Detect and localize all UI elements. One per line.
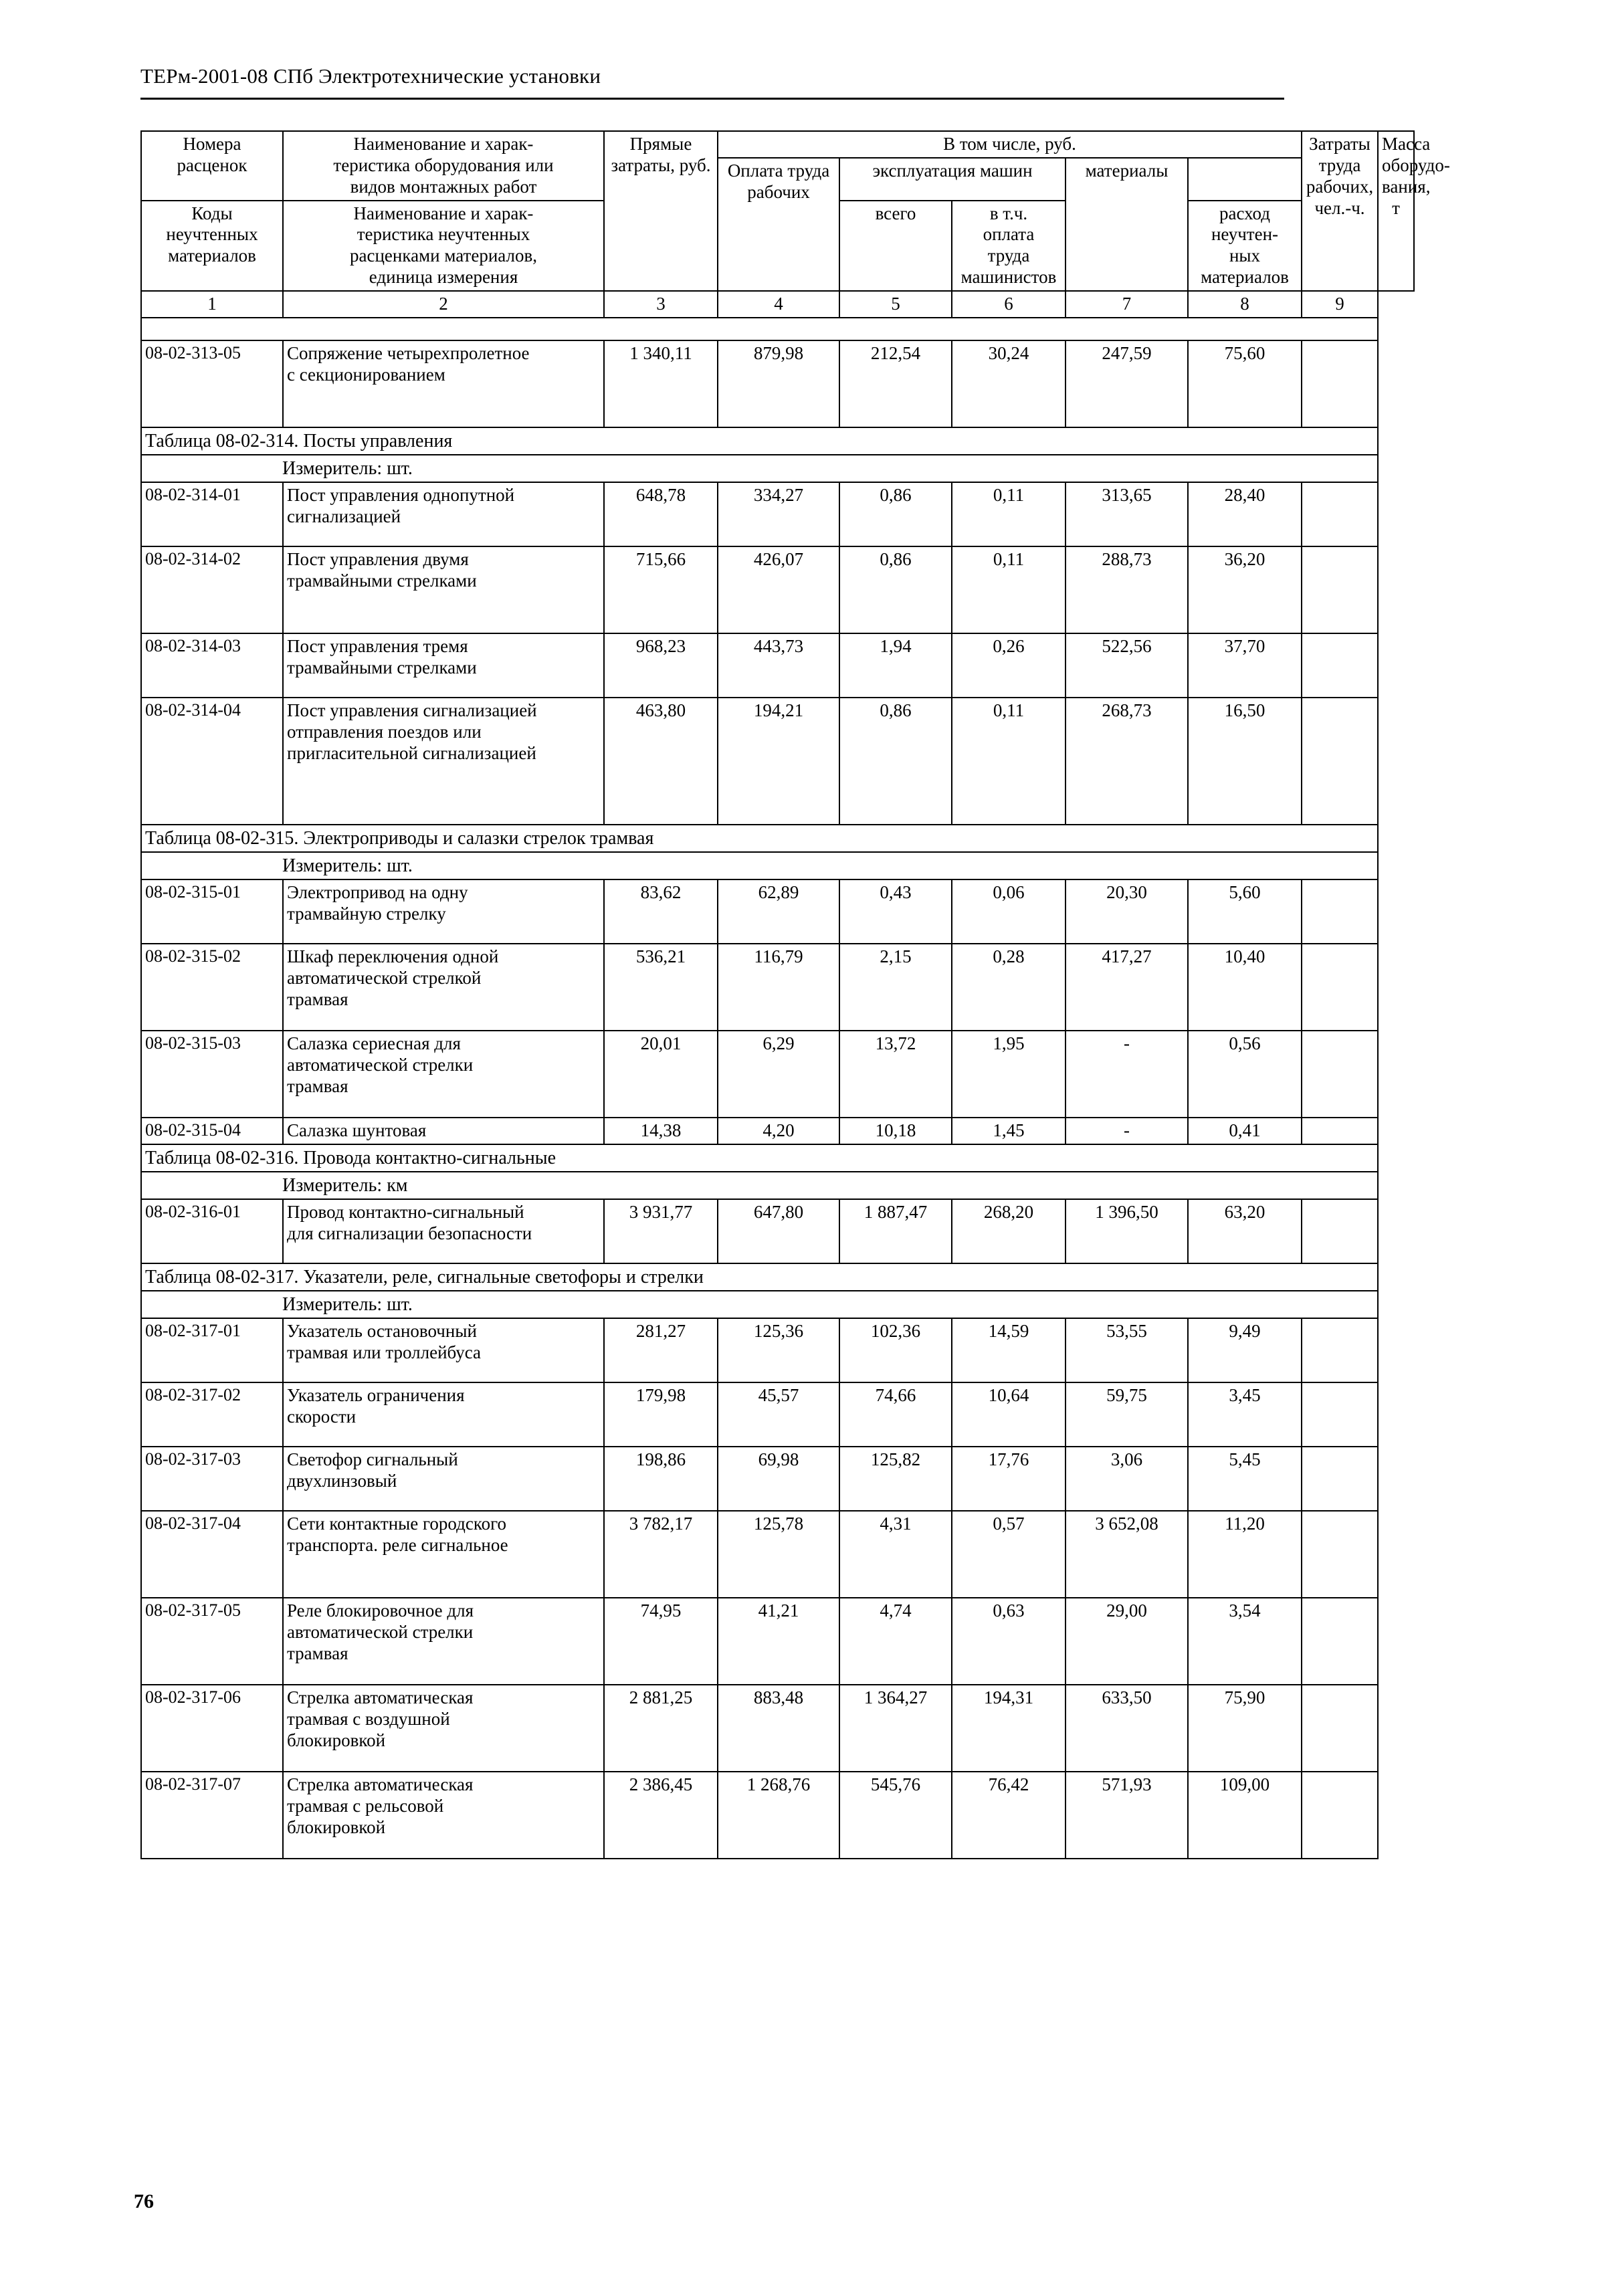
row-name-line2: трамвая с воздушной [287, 1708, 450, 1729]
row-mass [1302, 1318, 1378, 1382]
row-worker-pay: 116,79 [718, 944, 839, 1031]
row-name-line1: Светофор сигнальный [287, 1449, 458, 1469]
row-name-line2: автоматической стрелки [287, 1621, 474, 1642]
row-name-line1: Стрелка автоматическая [287, 1774, 474, 1794]
row-name [283, 1511, 604, 1598]
row-worker-pay: 62,89 [718, 879, 839, 944]
header-col2-line6: расценками материалов, [350, 245, 537, 266]
row-name [283, 1118, 604, 1144]
row-name-line1: Сети контактные городского [287, 1513, 507, 1534]
row-machinist-pay: 0,11 [952, 482, 1065, 546]
header-col2-line5: теристика неучтенных [357, 224, 530, 245]
row-name [283, 1685, 604, 1772]
row-materials: 313,65 [1065, 482, 1188, 546]
header-col2-top [283, 131, 604, 201]
row-machinist-pay: 268,20 [952, 1199, 1065, 1263]
row-name-line2: для сигнализации безопасности [287, 1223, 532, 1243]
row-materials: 522,56 [1065, 633, 1188, 698]
row-mass [1302, 944, 1378, 1031]
colnum-3: 3 [604, 291, 718, 318]
colnum-6: 6 [952, 291, 1065, 318]
header-col1-line4: неучтенных [166, 224, 258, 245]
row-direct-costs: 715,66 [604, 546, 718, 633]
row-labor: 3,45 [1188, 1382, 1302, 1447]
row-code: 08-02-315-04 [141, 1118, 283, 1144]
row-machines-total: 0,43 [839, 879, 952, 944]
row-labor: 75,90 [1188, 1685, 1302, 1772]
row-materials: 3,06 [1065, 1447, 1188, 1511]
row-machinist-pay: 194,31 [952, 1685, 1065, 1772]
table-header [141, 131, 1450, 318]
header-col2-bottom [283, 201, 604, 291]
row-machinist-pay: 0,57 [952, 1511, 1065, 1598]
row-name-line3: трамвая [287, 1643, 348, 1663]
table-row [141, 1318, 1414, 1382]
table-row [141, 698, 1414, 825]
row-machinist-pay: 0,11 [952, 698, 1065, 825]
row-mass [1302, 1031, 1378, 1118]
row-machinist-pay: 0,28 [952, 944, 1065, 1031]
row-worker-pay: 194,21 [718, 698, 839, 825]
row-name-line3: блокировкой [287, 1730, 386, 1750]
row-code: 08-02-317-06 [141, 1685, 283, 1772]
row-code: 08-02-317-05 [141, 1598, 283, 1685]
row-mass [1302, 1382, 1378, 1447]
header-worker-pay: Оплата труда рабочих [718, 158, 839, 291]
section-title: Таблица 08-02-315. Электроприводы и салазки стрелок трамвая [141, 825, 1378, 852]
header-col1-line5: материалов [168, 245, 256, 266]
table-row [141, 546, 1414, 633]
row-code: 08-02-317-02 [141, 1382, 283, 1447]
row-code: 08-02-317-04 [141, 1511, 283, 1598]
row-worker-pay: 125,36 [718, 1318, 839, 1382]
table-row [141, 1118, 1414, 1144]
row-materials: 268,73 [1065, 698, 1188, 825]
column-number-row [141, 291, 1414, 318]
row-labor: 0,56 [1188, 1031, 1302, 1118]
row-name [283, 482, 604, 546]
table-row [141, 1598, 1414, 1685]
row-materials: - [1065, 1031, 1188, 1118]
row-worker-pay: 443,73 [718, 633, 839, 698]
table-row [141, 944, 1414, 1031]
table-row [141, 1199, 1414, 1263]
colnum-7: 7 [1065, 291, 1188, 318]
row-name-line1: Указатель ограничения [287, 1384, 465, 1405]
row-name-line2: трамвая с рельсовой [287, 1795, 444, 1816]
row-worker-pay: 334,27 [718, 482, 839, 546]
row-code: 08-02-314-02 [141, 546, 283, 633]
section-meter: Измеритель: шт. [282, 855, 413, 876]
table-row [141, 1031, 1414, 1118]
row-labor: 5,45 [1188, 1447, 1302, 1511]
row-machinist-pay: 30,24 [952, 340, 1065, 427]
header-col6-line4: машинистов [960, 267, 1057, 288]
row-labor: 36,20 [1188, 546, 1302, 633]
row-name-line2: трамвая или троллейбуса [287, 1342, 482, 1362]
section-title: Таблица 08-02-314. Посты управления [141, 427, 1378, 455]
row-name-line3: трамвая [287, 988, 348, 1009]
row-direct-costs: 20,01 [604, 1031, 718, 1118]
row-materials: 3 652,08 [1065, 1511, 1188, 1598]
row-materials: 417,27 [1065, 944, 1188, 1031]
row-name-line2: трамвайными стрелками [287, 657, 477, 678]
row-direct-costs: 2 386,45 [604, 1772, 718, 1859]
row-labor: 3,54 [1188, 1598, 1302, 1685]
row-machines-total: 125,82 [839, 1447, 952, 1511]
row-machinist-pay: 0,26 [952, 633, 1065, 698]
row-name [283, 944, 604, 1031]
row-labor: 37,70 [1188, 633, 1302, 698]
table-row [141, 633, 1414, 698]
header-materials: материалы [1065, 158, 1188, 291]
header-col9-line2: оборудо- [1382, 154, 1450, 175]
row-worker-pay: 4,20 [718, 1118, 839, 1144]
row-mass [1302, 482, 1378, 546]
row-name [283, 1598, 604, 1685]
colnum-8: 8 [1188, 291, 1302, 318]
row-direct-costs: 14,38 [604, 1118, 718, 1144]
table-row [141, 1772, 1414, 1859]
row-direct-costs: 536,21 [604, 944, 718, 1031]
header-equipment-mass [1378, 131, 1450, 291]
row-direct-costs: 463,80 [604, 698, 718, 825]
row-code: 08-02-317-07 [141, 1772, 283, 1859]
row-machines-total: 74,66 [839, 1382, 952, 1447]
row-worker-pay: 883,48 [718, 1685, 839, 1772]
row-direct-costs: 83,62 [604, 879, 718, 944]
row-worker-pay: 6,29 [718, 1031, 839, 1118]
header-machinist-pay [952, 201, 1065, 291]
row-labor: 75,60 [1188, 340, 1302, 427]
row-machines-total: 2,15 [839, 944, 952, 1031]
row-name-line2: отправления поездов или [287, 721, 482, 742]
row-direct-costs: 968,23 [604, 633, 718, 698]
row-direct-costs: 648,78 [604, 482, 718, 546]
row-name [283, 633, 604, 698]
header-unaccounted-materials [1188, 201, 1302, 291]
row-worker-pay: 41,21 [718, 1598, 839, 1685]
row-name-line1: Электропривод на одну [287, 882, 468, 902]
row-materials: 288,73 [1065, 546, 1188, 633]
header-labor-costs: Затраты труда рабочих, чел.-ч. [1302, 131, 1378, 291]
row-materials: 247,59 [1065, 340, 1188, 427]
row-labor: 28,40 [1188, 482, 1302, 546]
row-name-line1: Сопряжение четырехпролетное [287, 342, 530, 363]
row-code: 08-02-315-01 [141, 879, 283, 944]
row-direct-costs: 281,27 [604, 1318, 718, 1382]
row-name [283, 879, 604, 944]
row-name-line1: Пост управления тремя [287, 635, 468, 656]
row-code: 08-02-314-03 [141, 633, 283, 698]
row-worker-pay: 647,80 [718, 1199, 839, 1263]
section-meter: Измеритель: шт. [282, 1293, 413, 1315]
row-name-line2: трамвайными стрелками [287, 570, 477, 591]
table-row [141, 1447, 1414, 1511]
colnum-9: 9 [1302, 291, 1378, 318]
table-row [141, 1382, 1414, 1447]
header-col2-line4: Наименование и харак- [353, 203, 534, 223]
row-mass [1302, 1685, 1378, 1772]
section-title: Таблица 08-02-316. Провода контактно-сигнальные [141, 1144, 1378, 1172]
row-name-line1: Реле блокировочное для [287, 1600, 474, 1621]
row-machines-total: 13,72 [839, 1031, 952, 1118]
row-mass [1302, 879, 1378, 944]
row-machines-total: 10,18 [839, 1118, 952, 1144]
row-code: 08-02-317-01 [141, 1318, 283, 1382]
row-machines-total: 1,94 [839, 633, 952, 698]
page-header: ТЕРм-2001-08 СПб Электротехнические установки [140, 64, 601, 88]
row-labor: 16,50 [1188, 698, 1302, 825]
row-name [283, 1031, 604, 1118]
row-machines-total: 545,76 [839, 1772, 952, 1859]
table-row [141, 482, 1414, 546]
row-materials: 20,30 [1065, 879, 1188, 944]
colnum-4: 4 [718, 291, 839, 318]
page-number: 76 [134, 2190, 154, 2212]
header-col6-line3: труда [987, 245, 1030, 266]
header-col7-line2: неучтен- [1211, 224, 1279, 245]
row-machines-total: 1 364,27 [839, 1685, 952, 1772]
row-name [283, 340, 604, 427]
header-col2-line1: Наименование и харак- [353, 134, 534, 154]
row-machinist-pay: 0,06 [952, 879, 1065, 944]
header-col1-line3: Коды [191, 203, 233, 223]
row-mass [1302, 546, 1378, 633]
row-materials: - [1065, 1118, 1188, 1144]
row-name-line2: автоматической стрелкой [287, 967, 482, 988]
row-machines-total: 4,31 [839, 1511, 952, 1598]
row-code: 08-02-314-01 [141, 482, 283, 546]
row-code: 08-02-313-05 [141, 340, 283, 427]
row-machinist-pay: 1,45 [952, 1118, 1065, 1144]
header-machines: эксплуатация машин [839, 158, 1065, 201]
row-name-line3: пригласительной сигнализацией [287, 742, 536, 763]
header-col1-codes [141, 201, 283, 291]
row-direct-costs: 74,95 [604, 1598, 718, 1685]
row-name-line1: Салазка шунтовая [287, 1120, 427, 1140]
row-worker-pay: 426,07 [718, 546, 839, 633]
row-machines-total: 4,74 [839, 1598, 952, 1685]
row-name-line1: Провод контактно-сигнальный [287, 1201, 524, 1222]
colnum-1: 1 [141, 291, 283, 318]
section-title: Таблица 08-02-317. Указатели, реле, сигнальные светофоры и стрелки [141, 1263, 1378, 1291]
row-materials: 571,93 [1065, 1772, 1188, 1859]
row-machinist-pay: 0,63 [952, 1598, 1065, 1685]
header-col2-line2: теристика оборудования или [333, 154, 554, 175]
header-col6-line2: оплата [983, 224, 1035, 245]
table-row [141, 1685, 1414, 1772]
row-name [283, 1382, 604, 1447]
header-including: В том числе, руб. [718, 131, 1302, 158]
header-col9-line1: Масса [1382, 134, 1431, 154]
rates-table [140, 130, 1450, 1859]
row-name-line1: Указатель остановочный [287, 1320, 477, 1341]
row-name-line2: трамвайную стрелку [287, 903, 446, 924]
row-machines-total: 212,54 [839, 340, 952, 427]
row-code: 08-02-314-04 [141, 698, 283, 825]
row-labor: 10,40 [1188, 944, 1302, 1031]
row-name-line2: с секционированием [287, 364, 445, 385]
row-mass [1302, 1199, 1378, 1263]
row-name [283, 1199, 604, 1263]
header-col9-line3: вания, т [1382, 176, 1431, 218]
row-mass [1302, 1511, 1378, 1598]
table-row [141, 340, 1414, 427]
row-machinist-pay: 1,95 [952, 1031, 1065, 1118]
row-name-line3: блокировкой [287, 1816, 386, 1837]
header-col7-line1: расход [1219, 203, 1271, 223]
row-labor: 11,20 [1188, 1511, 1302, 1598]
row-name-line1: Пост управления двумя [287, 548, 469, 569]
row-materials: 29,00 [1065, 1598, 1188, 1685]
header-col2-line7: единица измерения [369, 267, 518, 288]
row-name-line2: сигнализацией [287, 506, 401, 526]
row-name-line3: трамвая [287, 1075, 348, 1096]
row-worker-pay: 69,98 [718, 1447, 839, 1511]
row-name [283, 546, 604, 633]
row-machinist-pay: 10,64 [952, 1382, 1065, 1447]
row-direct-costs: 2 881,25 [604, 1685, 718, 1772]
row-machinist-pay: 76,42 [952, 1772, 1065, 1859]
row-mass [1302, 1118, 1378, 1144]
row-labor: 5,60 [1188, 879, 1302, 944]
colnum-2: 2 [283, 291, 604, 318]
row-name-line2: двухлинзовый [287, 1470, 397, 1491]
row-name-line1: Стрелка автоматическая [287, 1687, 474, 1707]
row-direct-costs: 198,86 [604, 1447, 718, 1511]
row-worker-pay: 125,78 [718, 1511, 839, 1598]
header-machines-total: всего [839, 201, 952, 291]
row-materials: 59,75 [1065, 1382, 1188, 1447]
row-name-line2: скорости [287, 1406, 357, 1427]
header-direct-costs: Прямые затраты, руб. [604, 131, 718, 291]
row-direct-costs: 179,98 [604, 1382, 718, 1447]
row-labor: 0,41 [1188, 1118, 1302, 1144]
header-col7-line4: материалов [1201, 267, 1289, 288]
row-mass [1302, 698, 1378, 825]
header-divider [140, 98, 1284, 100]
header-col6-line1: в т.ч. [989, 203, 1028, 223]
colnum-5: 5 [839, 291, 952, 318]
row-name-line2: транспорта. реле сигнальное [287, 1534, 508, 1555]
row-code: 08-02-315-03 [141, 1031, 283, 1118]
row-machines-total: 0,86 [839, 482, 952, 546]
row-materials: 53,55 [1065, 1318, 1188, 1382]
row-mass [1302, 340, 1378, 427]
row-machines-total: 1 887,47 [839, 1199, 952, 1263]
row-mass [1302, 1447, 1378, 1511]
section-meter: Измеритель: км [282, 1174, 408, 1196]
row-labor: 109,00 [1188, 1772, 1302, 1859]
row-machinist-pay: 14,59 [952, 1318, 1065, 1382]
row-name [283, 698, 604, 825]
row-machines-total: 0,86 [839, 546, 952, 633]
row-machines-total: 0,86 [839, 698, 952, 825]
row-code: 08-02-315-02 [141, 944, 283, 1031]
row-materials: 633,50 [1065, 1685, 1188, 1772]
row-machines-total: 102,36 [839, 1318, 952, 1382]
row-code: 08-02-316-01 [141, 1199, 283, 1263]
table-row [141, 879, 1414, 944]
row-worker-pay: 879,98 [718, 340, 839, 427]
row-name-line1: Шкаф переключения одной [287, 946, 499, 966]
row-machinist-pay: 0,11 [952, 546, 1065, 633]
row-direct-costs: 3 782,17 [604, 1511, 718, 1598]
row-direct-costs: 3 931,77 [604, 1199, 718, 1263]
row-name [283, 1318, 604, 1382]
row-name [283, 1447, 604, 1511]
section-meter: Измеритель: шт. [282, 457, 413, 479]
table-row [141, 1511, 1414, 1598]
row-mass [1302, 633, 1378, 698]
row-mass [1302, 1598, 1378, 1685]
row-name-line1: Пост управления сигнализацией [287, 700, 537, 720]
row-labor: 9,49 [1188, 1318, 1302, 1382]
header-col1-line2: расценок [177, 154, 247, 175]
row-mass [1302, 1772, 1378, 1859]
row-labor: 63,20 [1188, 1199, 1302, 1263]
row-worker-pay: 1 268,76 [718, 1772, 839, 1859]
row-name [283, 1772, 604, 1859]
row-direct-costs: 1 340,11 [604, 340, 718, 427]
row-name-line1: Салазка сериесная для [287, 1033, 461, 1053]
header-col1-line1: Номера [183, 134, 241, 154]
header-col7-line3: ных [1229, 245, 1261, 266]
row-code: 08-02-317-03 [141, 1447, 283, 1511]
row-machinist-pay: 17,76 [952, 1447, 1065, 1511]
header-col2-line3: видов монтажных работ [350, 176, 537, 197]
row-worker-pay: 45,57 [718, 1382, 839, 1447]
row-name-line1: Пост управления однопутной [287, 484, 515, 505]
header-col1 [141, 131, 283, 201]
row-name-line2: автоматической стрелки [287, 1054, 474, 1075]
row-materials: 1 396,50 [1065, 1199, 1188, 1263]
